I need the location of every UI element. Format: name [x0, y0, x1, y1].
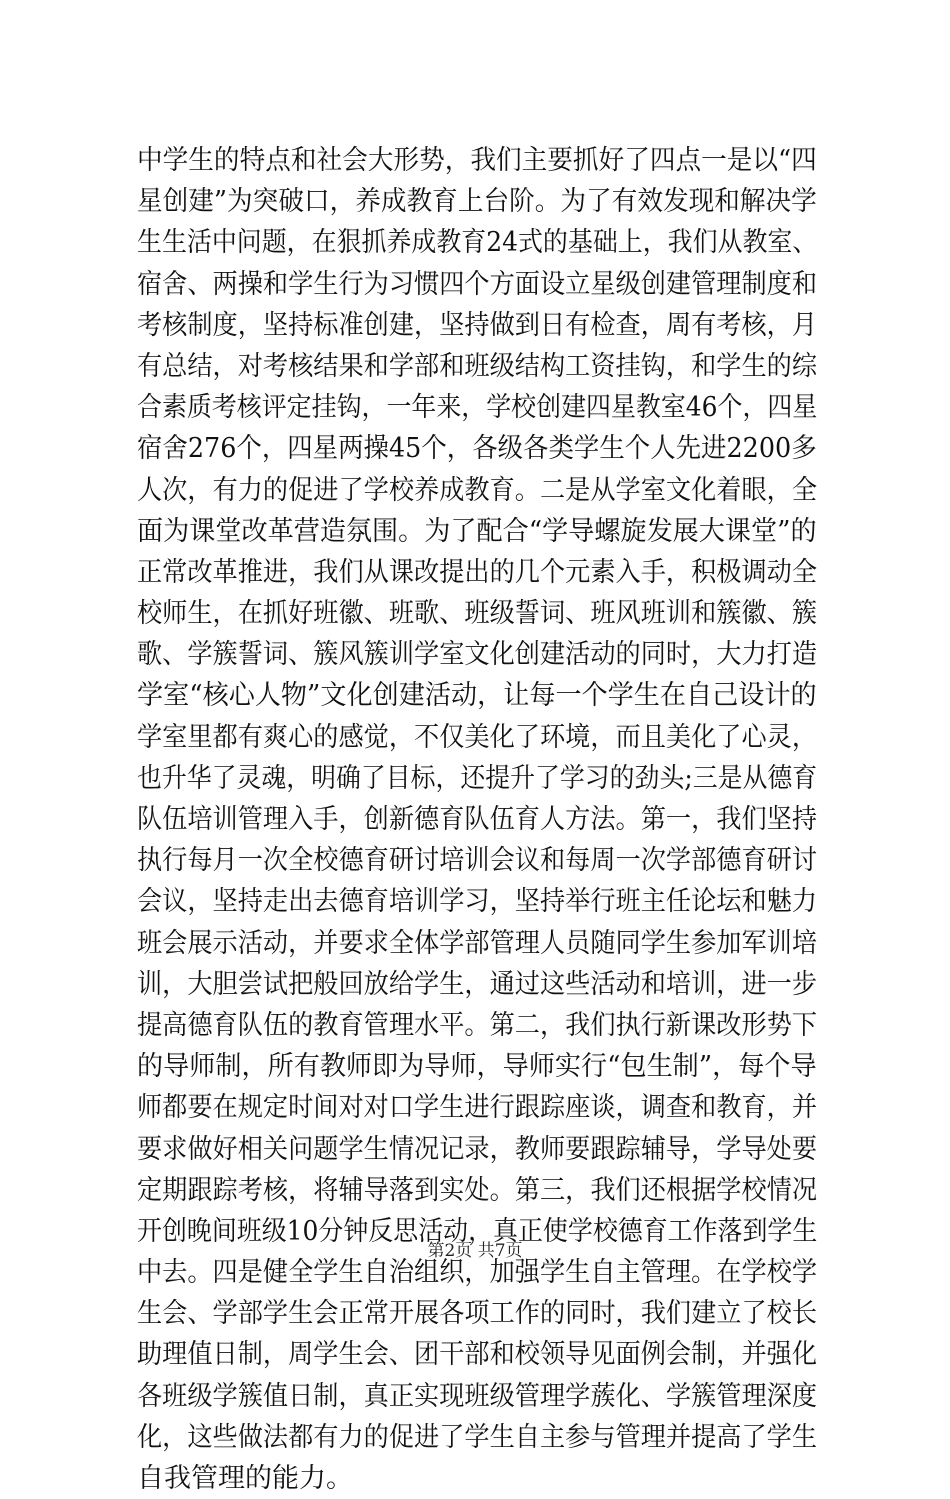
text-line: 也升华了灵魂，明确了目标，还提升了学习的劲头;三是从德育 [137, 762, 818, 794]
text-line: 中学生的特点和社会大形势，我们主要抓好了四点一是以“四 [137, 145, 817, 176]
text-line: 校师生，在抓好班徽、班歌、班级誓词、班风班训和簇徽、簇 [137, 598, 817, 630]
text-line: 学室“核心人物”文化创建活动，让每一个学生在自己设计的 [137, 680, 817, 712]
text-line: 人次，有力的促进了学校养成教育。二是从学室文化着眼，全 [137, 474, 817, 506]
page-footer [0, 1239, 950, 1263]
text-line: 生会、学部学生会正常开展各项工作的同时，我们建立了校长 [137, 1298, 817, 1330]
text-line: 训，大胆尝试把般回放给学生，通过这些活动和培训，进一步 [137, 968, 817, 1000]
text-line: 宿舍、两操和学生行为习惯四个方面设立星级创建管理制度和 [137, 268, 817, 300]
text-line: 会议，坚持走出去德育培训学习，坚持举行班主任论坛和魅力 [137, 886, 817, 918]
text-line: 提高德育队伍的教育管理水平。第二，我们执行新课改形势下 [137, 1009, 817, 1041]
text-line: 合素质考核评定挂钩，一年来，学校创建四星教室46个，四星 [137, 392, 818, 424]
page-number-indicator: 第2页 共7页 [427, 1241, 523, 1261]
text-line: 学室里都有爽心的感觉，不仅美化了环境，而且美化了心灵， [137, 721, 817, 753]
text-line: 执行每月一次全校德育研讨培训会议和每周一次学部德育研讨 [137, 845, 817, 877]
text-line: 的导师制，所有教师即为导师，导师实行“包生制”，每个导 [137, 1051, 817, 1083]
text-line: 考核制度，坚持标准创建，坚持做到日有检查，周有考核，月 [137, 309, 817, 341]
text-line: 歌、学簇誓词、簇风簇训学室文化创建活动的同时，大力打造 [137, 639, 817, 671]
text-line: 生生活中问题，在狠抓养成教育24式的基础上，我们从教室、 [137, 227, 818, 259]
text-line: 中去。四是健全学生自治组织，加强学生自主管理。在学校学 [137, 1257, 817, 1289]
text-line: 助理值日制，周学生会、团干部和校领导见面例会制，并强化 [137, 1339, 817, 1371]
text-line: 自我管理的能力。 [137, 1463, 353, 1494]
text-line: 有总结，对考核结果和学部和班级结构工资挂钩，和学生的综 [137, 350, 817, 382]
text-line: 正常改革推进，我们从课改提出的几个元素入手，积极调动全 [137, 556, 817, 588]
text-line: 要求做好相关问题学生情况记录，教师要跟踪辅导，学导处要 [137, 1133, 817, 1165]
text-line: 面为课堂改革营造氛围。为了配合“学导螺旋发展大课堂”的 [137, 515, 817, 547]
text-line: 开创晚间班级10分钟反思活动，真正使学校德育工作落到学生 [137, 1215, 818, 1247]
text-line: 师都要在规定时间对对口学生进行跟踪座谈，调查和教育，并 [137, 1092, 817, 1124]
text-line: 星创建”为突破口，养成教育上台阶。为了有效发现和解决学 [137, 186, 817, 218]
text-line: 队伍培训管理入手，创新德育队伍育人方法。第一，我们坚持 [137, 804, 817, 835]
text-line: 定期跟踪考核，将辅导落到实处。第三，我们还根据学校情况 [137, 1174, 817, 1206]
body-paragraph [137, 140, 817, 1499]
text-line: 各班级学簇值日制，真正实现班级管理学蔟化、学簇管理深度 [137, 1380, 817, 1412]
text-line: 宿舍276个，四星两操45个，各级各类学生个人先进2200多 [137, 433, 817, 465]
text-line: 化，这些做法都有力的促进了学生自主参与管理并提高了学生 [137, 1421, 817, 1453]
text-line: 班会展示活动，并要求全体学部管理人员随同学生参加军训培 [137, 927, 817, 959]
